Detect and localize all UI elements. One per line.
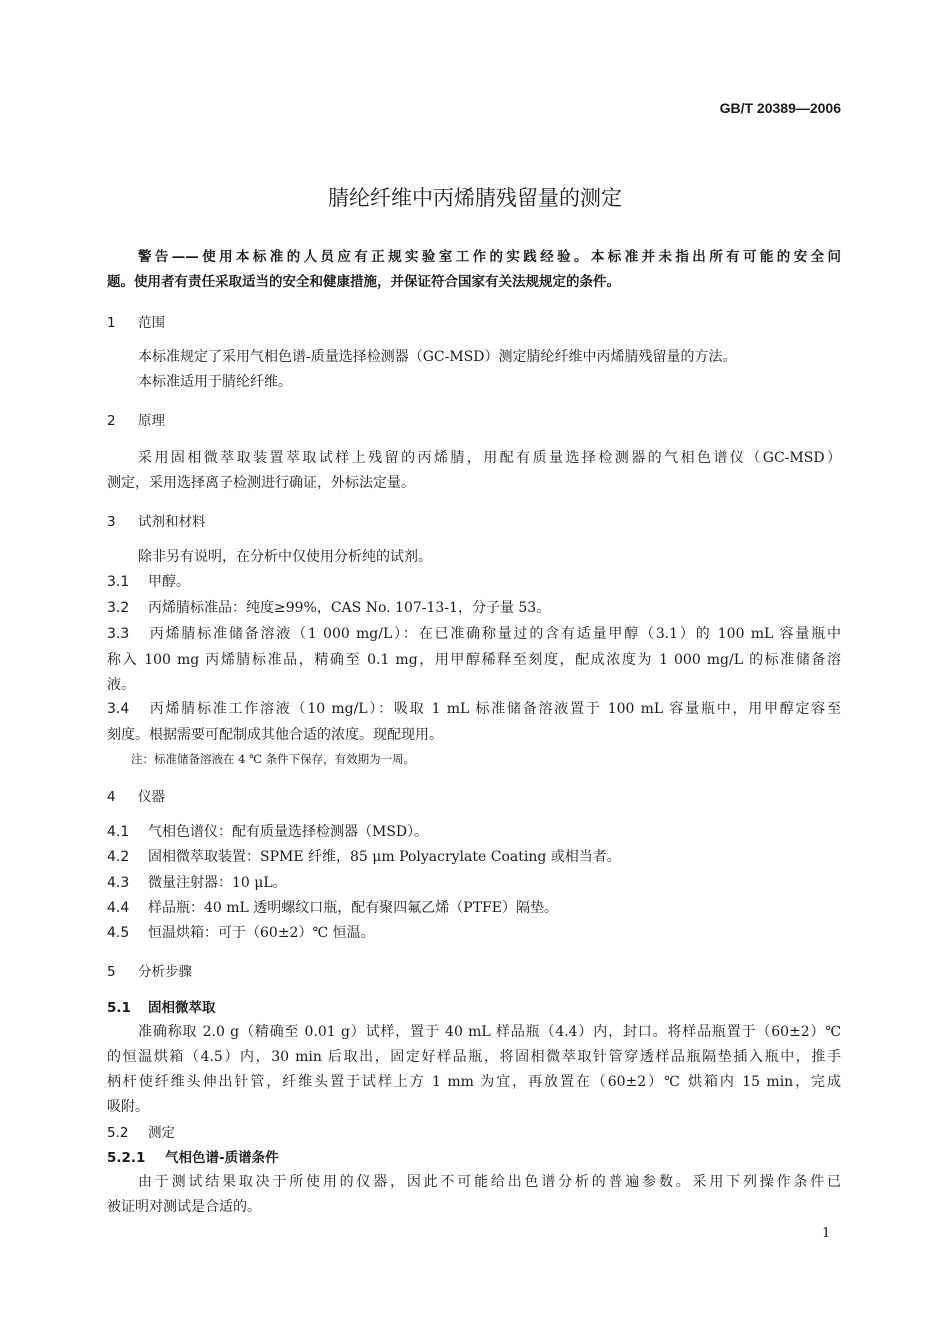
subsection-5-1-heading	[107, 997, 841, 1021]
section-title: 试剂和材料	[138, 514, 206, 530]
item-3-3-line-3: 液。	[107, 677, 135, 693]
item-text: 微量注射器：10 μL。	[148, 875, 287, 891]
subsection-5-2-1-heading	[107, 1147, 841, 1171]
section-2-line-2: 测定，采用选择离子检测进行确证，外标法定量。	[107, 475, 415, 491]
section-1-heading	[107, 312, 841, 336]
item-4-2	[107, 846, 841, 870]
item-number: 3.3	[107, 626, 130, 642]
section-number: 1	[107, 315, 116, 331]
item-text: 丙烯腈标准工作溶液（10 mg/L）：吸取 1 mL 标准储备溶液置于 100 mL 容量瓶中，用甲醇定容至	[148, 701, 841, 717]
section-number: 2	[107, 413, 116, 429]
item-4-1	[107, 821, 841, 845]
subsection-title: 测定	[148, 1125, 175, 1141]
item-4-3	[107, 872, 841, 896]
standard-code: GB/T 20389—2006	[719, 100, 841, 116]
page-number: 1	[822, 1226, 831, 1241]
warning-line-2: 题。使用者有责任采取适当的安全和健康措施，并保证符合国家有关法规规定的条件。	[107, 274, 620, 290]
section-number: 5	[107, 964, 116, 980]
item-number: 4.2	[107, 849, 130, 865]
section-title: 分析步骤	[138, 964, 192, 980]
item-number: 4.5	[107, 925, 130, 941]
subsection-5-2-heading	[107, 1122, 841, 1146]
item-text: 样品瓶：40 mL 透明螺纹口瓶，配有聚四氟乙烯（PTFE）隔垫。	[148, 900, 558, 916]
item-text: 气相色谱仪：配有质量选择检测器（MSD）。	[148, 824, 429, 840]
item-text: 固相微萃取装置：SPME 纤维，85 μm Polyacrylate Coating 或相当者。	[148, 849, 621, 865]
section-2-heading	[107, 410, 841, 434]
subsection-title: 气相色谱-质谱条件	[165, 1150, 279, 1166]
section-2-line-1: 采用固相微萃取装置萃取试样上残留的丙烯腈，用配有质量选择检测器的气相色谱仪（GC-MSD）	[138, 450, 841, 466]
section-title: 仪器	[138, 789, 165, 805]
subsection-5-1-line-3: 柄杆使纤维头伸出针管，纤维头置于试样上方 1 mm 为宜，再放置在（60±2）℃ 烘箱内 15 min，完成	[107, 1074, 841, 1090]
item-text: 甲醇。	[148, 574, 190, 590]
item-text: 恒温烘箱：可于（60±2）℃ 恒温。	[148, 925, 375, 941]
section-3-intro: 除非另有说明，在分析中仅使用分析纯的试剂。	[138, 549, 432, 565]
item-text: 丙烯腈标准品：纯度≥99%，CAS No. 107-13-1，分子量 53。	[148, 600, 551, 616]
item-number: 4.3	[107, 875, 130, 891]
section-3-heading	[107, 511, 841, 535]
item-3-3-line-1	[107, 623, 841, 647]
item-3-4-line-1	[107, 698, 841, 722]
item-3-1	[107, 571, 841, 595]
section-number: 4	[107, 789, 116, 805]
note: 注：标准储备溶液在 4 ℃ 条件下保存，有效期为一周。	[131, 752, 416, 766]
item-number: 4.1	[107, 824, 130, 840]
item-number: 3.4	[107, 701, 130, 717]
item-4-5	[107, 922, 841, 946]
section-title: 范围	[138, 315, 165, 331]
item-number: 3.1	[107, 574, 130, 590]
section-4-heading	[107, 786, 841, 810]
section-1-paragraph-2: 本标准适用于腈纶纤维。	[138, 374, 292, 390]
section-1-paragraph-1: 本标准规定了采用气相色谱-质量选择检测器（GC-MSD）测定腈纶纤维中丙烯腈残留量的方法。	[138, 349, 737, 365]
item-text: 丙烯腈标准储备溶液（1 000 mg/L）：在已准确称量过的含有适量甲醇（3.1）的 100 mL 容量瓶中	[148, 626, 841, 642]
item-number: 4.4	[107, 900, 130, 916]
subsection-5-2-1-line-1: 由于测试结果取决于所使用的仪器，因此不可能给出色谱分析的普遍参数。采用下列操作条件已	[138, 1174, 841, 1190]
subsection-title: 固相微萃取	[148, 1000, 216, 1016]
section-title: 原理	[138, 413, 165, 429]
section-number: 3	[107, 514, 116, 530]
subsection-5-1-line-1: 准确称取 2.0 g（精确至 0.01 g）试样，置于 40 mL 样品瓶（4.4）内，封口。将样品瓶置于（60±2）℃	[138, 1024, 841, 1040]
item-3-3-line-2: 称入 100 mg 丙烯腈标准品，精确至 0.1 mg，用甲醇稀释至刻度，配成浓度为 1 000 mg/L 的标准储备溶	[107, 652, 841, 668]
item-4-4	[107, 897, 841, 921]
subsection-5-2-1-line-2: 被证明对测试是合适的。	[107, 1199, 261, 1215]
item-number: 3.2	[107, 600, 130, 616]
subsection-5-1-line-4: 吸附。	[107, 1099, 149, 1115]
item-3-4-line-2: 刻度。根据需要可配制成其他合适的浓度。现配现用。	[107, 727, 443, 743]
section-5-heading	[107, 961, 841, 985]
subsection-5-1-line-2: 的恒温烘箱（4.5）内，30 min 后取出，固定好样品瓶，将固相微萃取针管穿透样品瓶隔垫插入瓶中，推手	[107, 1049, 841, 1065]
subsection-number: 5.1	[107, 1000, 131, 1016]
item-3-2	[107, 597, 841, 621]
subsection-number: 5.2.1	[107, 1150, 146, 1166]
warning-line-1: 警告——使用本标准的人员应有正规实验室工作的实践经验。本标准并未指出所有可能的安全问	[138, 249, 841, 265]
document-title: 腈纶纤维中丙烯腈残留量的测定	[328, 186, 622, 210]
subsection-number: 5.2	[107, 1125, 129, 1141]
